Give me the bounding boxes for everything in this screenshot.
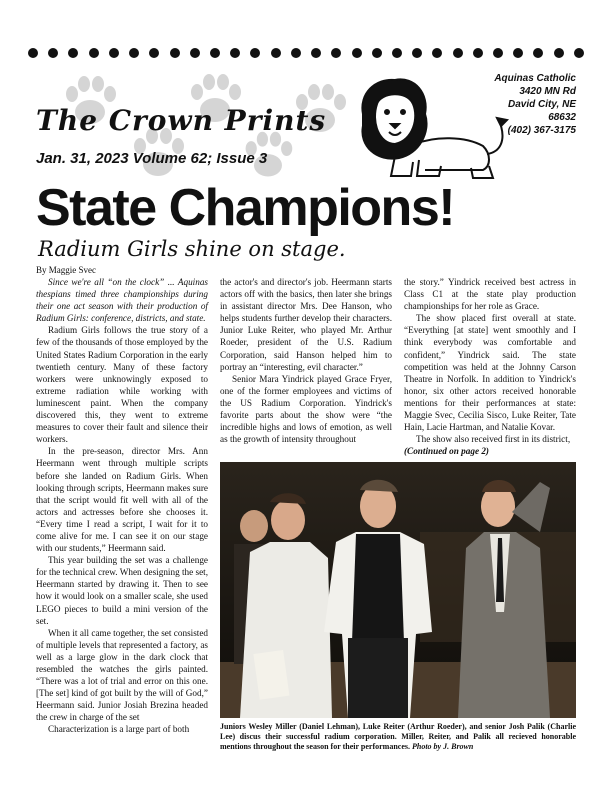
subheadline: Radium Girls shine on stage. <box>38 237 346 261</box>
stage-photo-image <box>220 462 576 718</box>
rule-dot <box>473 48 483 58</box>
rule-dot <box>392 48 402 58</box>
caption-text: Juniors Wesley Miller (Daniel Lehman), Luke Reiter (Arthur Roeder), and senior Josh Palik (Charlie Lee) discus their successful radium corporation. Miller, Reiter, and Palik all recieved honorable mentions throughout the season for their performances. <box>220 722 576 751</box>
paragraph: In the pre-season, director Mrs. Ann Heermann went through multiple scripts before she landed on Radium Girls. When looking through scripts, Heermann makes sure that the script would fit well with all of the actors and actresses before she chooses it. “Every time I read a script, I wait for it to come alive for me. I can see it on our stage with our students,” Heermann said. <box>36 446 208 554</box>
address-line: Aquinas Catholic <box>494 73 576 84</box>
rule-dot <box>432 48 442 58</box>
article-column-3 <box>404 276 576 457</box>
article-column-2 <box>220 276 392 445</box>
rule-dot <box>149 48 159 58</box>
issue-date-volume: Jan. 31, 2023 Volume 62; Issue 3 <box>36 150 268 167</box>
continued-note: (Continued on page 2) <box>404 446 489 457</box>
dotted-rule <box>28 48 584 62</box>
rule-dot <box>48 48 58 58</box>
rule-dot <box>250 48 260 58</box>
paragraph: Characterization is a large part of both <box>48 724 190 735</box>
rule-dot <box>331 48 341 58</box>
rule-dot <box>68 48 78 58</box>
rule-dot <box>291 48 301 58</box>
rule-dot <box>89 48 99 58</box>
paragraph: When it all came together, the set consisted of multiple levels that represented a factory, as well as a large glow in the dark clock that resembled the watches the girls painted. “There was a lot of trial and error on this one. [The set] kind of got built by the will of God,” Heermann said. Junior Josiah Brezina headed the crew in charge of the set <box>36 627 208 723</box>
paragraph: the story.” Yindrick received best actress in Class C1 at the state play production championships for her role as Grace. <box>404 277 576 312</box>
stage-photo <box>220 462 576 718</box>
address-line: (402) 367-3175 <box>507 125 576 136</box>
school-address <box>426 72 576 137</box>
rule-dot <box>352 48 362 58</box>
rule-dot <box>533 48 543 58</box>
paragraph: Senior Mara Yindrick played Grace Fryer, one of the former employees and victims of the US Radium Corporation. Yindrick's favorite parts about the show were “the incredible highs and lows of emotion, as well as the growth of intensity throughout <box>220 373 392 445</box>
article-column-1 <box>36 276 208 736</box>
paragraph: The show also received first in its district, <box>416 434 571 445</box>
rule-dot <box>493 48 503 58</box>
headline: State Champions! <box>36 179 455 237</box>
paragraph: the actor's and director's job. Heermann starts actors off with the basics, then later she brings in assistant director Mrs. Dee Hanson, who helps students further develop their characters. Junior Luke Reiter, who played Mr. Arthur Roeder, president of the U.S. Radium Corporation, said Hanson helped him to portray an “interesting, evil character.” <box>220 277 392 372</box>
paragraph: Since we're all “on the clock” ... Aquinas thespians timed three championships during their one act season with their production of Radium Girls: conference, districts, and state. <box>36 277 208 324</box>
rule-dot <box>412 48 422 58</box>
address-line: David City, NE <box>508 99 576 110</box>
rule-dot <box>109 48 119 58</box>
byline: By Maggie Svec <box>36 265 96 275</box>
photo-caption <box>220 722 576 752</box>
rule-dot <box>372 48 382 58</box>
rule-dot <box>230 48 240 58</box>
address-line: 3420 MN Rd <box>519 86 576 97</box>
photo-credit: Photo by J. Brown <box>412 742 474 751</box>
paragraph: This year building the set was a challenge for the technical crew. When designing the set, Heermann started by drawing it. Then to see how it would look on a smaller scale, she used LEGO pieces to build a mini version of the set. <box>36 555 208 626</box>
rule-dot <box>453 48 463 58</box>
paragraph: Radium Girls follows the true story of a few of the thousands of those employed by the United States Radium Corporation in the early twentieth century. Many of these factory workers were unknowingly exposed to extreme radiation while working with luminescent paint. When the company discovered this, they went to extreme measures to cover their fault and silence their workers. <box>36 325 208 445</box>
rule-dot <box>311 48 321 58</box>
masthead-title: The Crown Prints <box>36 104 327 137</box>
rule-dot <box>190 48 200 58</box>
rule-dot <box>554 48 564 58</box>
paragraph: The show placed first overall at state. “Everything [at state] went smoothly and I think everybody was comfortable and confident,” Yindrick said. The state competition was held at the Johnny Carson Theatre in Norfolk. In addition to Yindrick's honor, six other actors received honorable mentions for their performances at state: Maggie Svec, Cecilia Sisco, Luke Reiter, Tate Hain, Lacie Hartman, and Natalie Kovar. <box>404 313 576 433</box>
rule-dot <box>513 48 523 58</box>
rule-dot <box>28 48 38 58</box>
rule-dot <box>170 48 180 58</box>
rule-dot <box>271 48 281 58</box>
rule-dot <box>210 48 220 58</box>
rule-dot <box>129 48 139 58</box>
rule-dot <box>574 48 584 58</box>
address-line: 68632 <box>548 112 576 123</box>
